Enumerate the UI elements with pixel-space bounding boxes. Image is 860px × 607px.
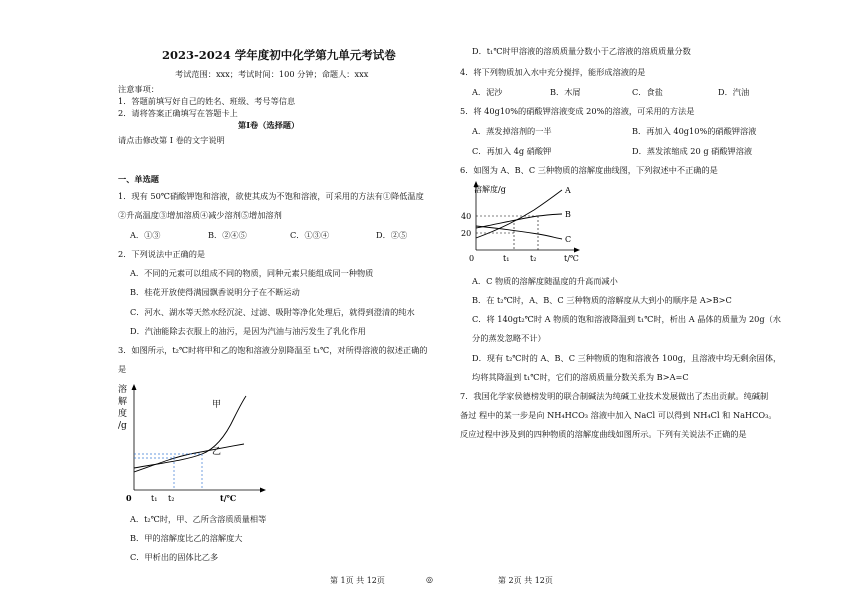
q6-solubility-graph [458, 178, 588, 268]
q5-option-c: C．再加入 4g 硝酸钾 [472, 146, 552, 156]
q5-option-b: B．再加入 40g10%的硝酸钾溶液 [632, 126, 757, 136]
notice-title: 注意事项： [118, 84, 159, 94]
q3-label-jia: 甲 [212, 400, 222, 410]
q6-origin: 0 [469, 254, 475, 263]
exam-info: 考试范围：xxx；考试时间：100 分钟；命题人：xxx [175, 69, 369, 79]
q2-stem: 2．下列说法中正确的是 [118, 249, 206, 259]
q6-t2-label: t₂ [530, 254, 537, 263]
q7-stem-line1: 7．我国化学家侯德榜发明的联合制碱法为纯碱工业技术发展做出了杰出贡献。纯碱制 [460, 391, 769, 401]
q3-t2-label: t₂ [168, 494, 175, 503]
binding-marker: ◎ [426, 575, 433, 584]
notice-item-1: 1．答题前填写好自己的姓名、班级、考号等信息 [118, 96, 296, 106]
q4-option-c: C．食盐 [632, 87, 663, 97]
page-2-footer: 第 2页 共 12页 [498, 576, 553, 585]
q6-option-c-line2: 分的蒸发忽略不计） [472, 333, 546, 343]
notice-item-2: 2．请将答案正确填写在答题卡上 [118, 108, 238, 118]
q6-option-c-line1: C．将 140gt₂℃时 A 物质的饱和溶液降温到 t₁℃时，析出 A 晶体的质量为 20g（水 [472, 314, 781, 324]
q6-xlabel: t/℃ [564, 254, 579, 263]
q6-label-b: B [565, 210, 571, 219]
q6-option-d-line1: D．现有 t₂℃时的 A、B、C 三种物质的饱和溶液各 100g，且溶液中均无剩余固体， [472, 353, 782, 363]
q1-option-a: A．①③ [130, 230, 161, 240]
q2-option-d: D．汽油能除去衣服上的油污，是因为汽油与油污发生了乳化作用 [130, 326, 366, 336]
q6-tick-40: 40 [461, 212, 472, 221]
q6-x-arrow-icon [574, 248, 580, 253]
q6-option-b: B．在 t₂℃时，A、B、C 三种物质的溶解度从大到小的顺序是 A>B>C [472, 295, 732, 305]
q2-option-c: C．河水、湖水等天然水经沉淀、过滤、吸附等净化处理后，就得到澄清的纯水 [130, 307, 415, 317]
q4-stem: 4．将下列物质加入水中充分搅拌，能形成溶液的是 [460, 67, 646, 77]
q6-label-a: A [565, 186, 571, 195]
q3-option-b: B．甲的溶解度比乙的溶解度大 [130, 533, 243, 543]
q2-option-a: A．不同的元素可以组成不同的物质，同种元素只能组成同一种物质 [130, 268, 374, 278]
q3-xlabel: t/℃ [220, 493, 237, 503]
q4-option-d: D．汽油 [718, 87, 750, 97]
q3-ylabel-4: /g [118, 421, 127, 431]
q1-option-c: C．①③④ [290, 230, 330, 240]
q3-ylabel-3: 度 [118, 409, 128, 419]
q3-label-yi: 乙 [212, 447, 222, 457]
q1-option-d: D．②⑤ [376, 230, 408, 240]
q6-option-a: A．C 物质的溶解度随温度的升高而减小 [472, 276, 618, 286]
q5-stem: 5．将 40g10%的硝酸钾溶液变成 20%的溶液，可采用的方法是 [460, 106, 695, 116]
q3-option-a: A．t₂℃时，甲、乙所含溶质质量相等 [130, 514, 267, 524]
q7-stem-line3: 反应过程中涉及到的四种物质的溶解度曲线如图所示。下列有关说法不正确的是 [460, 429, 747, 439]
q6-ylabel: 溶解度/g [474, 185, 506, 194]
q3-x-arrow-icon [260, 488, 266, 493]
section-title: 第Ⅰ卷（选择题） [238, 120, 300, 130]
exam-title: 2023-2024 学年度初中化学第九单元考试卷 [162, 48, 396, 62]
q1-stem-line2: ②升高温度③增加溶质④减少溶剂⑤增加溶剂 [118, 210, 282, 220]
part-title: 一、单选题 [118, 174, 159, 184]
q3-solubility-graph [112, 378, 272, 506]
q4-option-a: A．泥沙 [472, 87, 503, 97]
q5-option-d: D．蒸发浓缩成 20 g 硝酸钾溶液 [632, 146, 753, 156]
q6-curve-c [476, 226, 562, 239]
q6-option-d-line2: 均将其降温到 t₁℃时，它们的溶质质量分数关系为 B>A=C [472, 372, 689, 382]
page-1-footer: 第 1页 共 12页 [330, 576, 385, 585]
q6-label-c: C [565, 235, 572, 244]
q1-option-b: B．②④⑤ [208, 230, 247, 240]
q6-stem: 6．如图为 A、B、C 三种物质的溶解度曲线图，下列叙述中不正确的是 [460, 165, 718, 175]
q3-option-d: D．t₁℃时甲溶液的溶质质量分数小于乙溶液的溶质质量分数 [472, 46, 691, 56]
q3-origin: 0 [126, 493, 132, 503]
q6-tick-20: 20 [461, 229, 472, 238]
q3-ylabel-1: 溶 [118, 385, 128, 395]
q6-t1-label: t₁ [503, 254, 510, 263]
q2-option-b: B．桂花开放使得满园飘香说明分子在不断运动 [130, 287, 300, 297]
q3-t1-label: t₁ [151, 494, 158, 503]
q1-stem-line1: 1．现有 50℃硝酸钾饱和溶液，欲使其成为不饱和溶液，可采用的方法有①降低温度 [118, 191, 424, 201]
q5-option-a: A．蒸发掉溶剂的一半 [472, 126, 552, 136]
q3-curve-jia [134, 396, 246, 468]
q7-stem-line2: 备过 程中的某一步是向 NH₄HCO₃ 溶液中加入 NaCl 可以得到 NH₄Cl 和 NaHCO₃。 [460, 410, 777, 420]
q3-stem-line1: 3．如图所示，t₂℃时将甲和乙的饱和溶液分别降温至 t₁℃，对所得溶液的叙述正确的 [118, 345, 428, 355]
q4-option-b: B．木屑 [550, 87, 581, 97]
q3-stem-line2: 是 [118, 364, 127, 374]
section-hint: 请点击修改第 I 卷的文字说明 [118, 135, 225, 145]
q3-ylabel-2: 解 [118, 397, 128, 407]
right-page [430, 0, 860, 607]
q3-option-c: C．甲析出的固体比乙多 [130, 552, 219, 562]
q3-y-arrow-icon [132, 384, 137, 390]
